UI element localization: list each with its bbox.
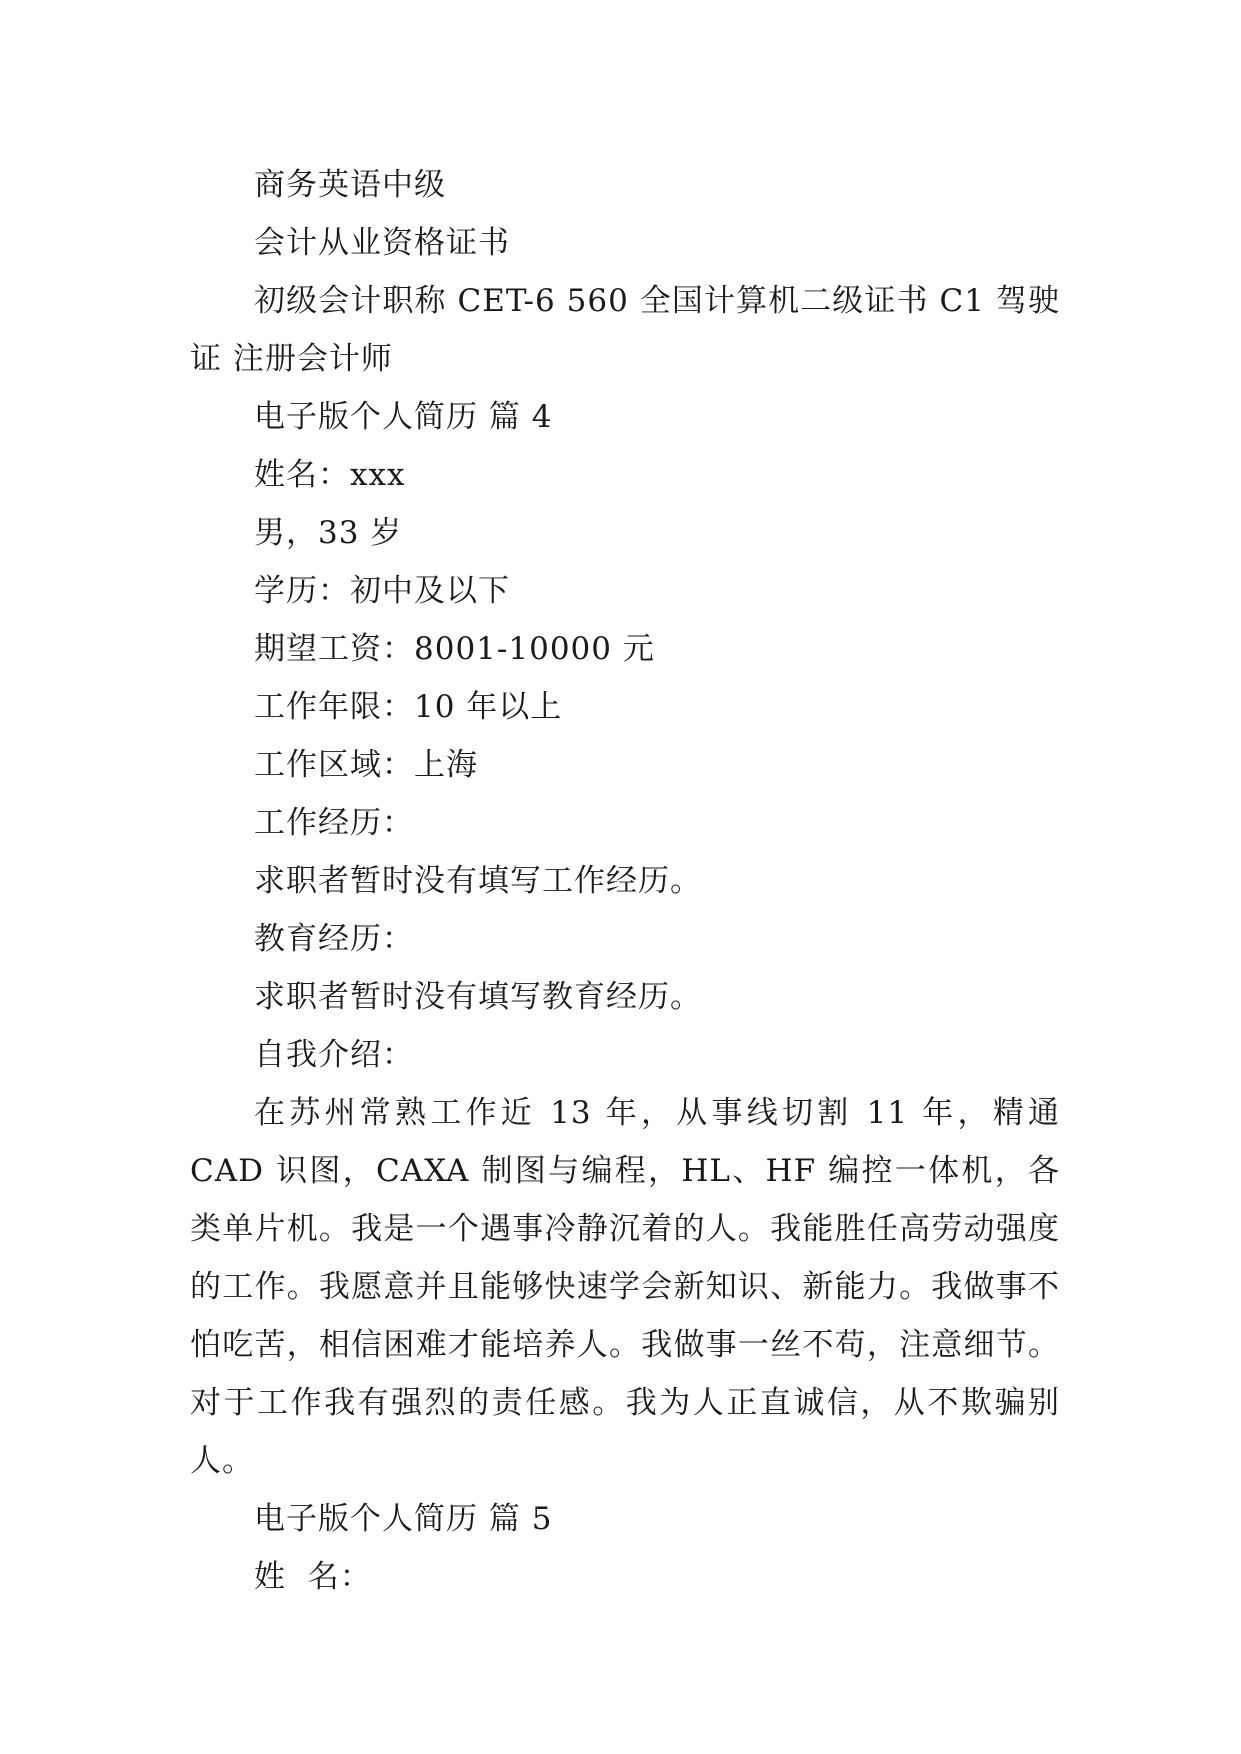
education-experience-value: 求职者暂时没有填写教育经历。 (254, 979, 702, 1015)
work-experience-label: 工作经历： (254, 805, 414, 841)
name-field: 姓 名： (254, 1559, 372, 1595)
document-body (190, 156, 1071, 1606)
certificate-line: 初级会计职称 CET-6 560 全国计算机二级证书 C1 驾驶证 注册会计师 (190, 283, 1060, 377)
certificate-line: 会计从业资格证书 (254, 225, 510, 261)
section-heading: 电子版个人简历 篇 4 (254, 399, 553, 435)
self-introduction-text: 在苏州常熟工作近 13 年，从事线切割 11 年，精通 CAD 识图，CAXA 制图与编程，HL、HF 编控一体机，各类单片机。我是一个遇事冷静沉着的人。我能胜任高劳动强度的工作。我愿意并且能够快速学会新知识、新能力。我做事不怕吃苦，相信困难才能培养人。我做事一丝不苟，注意细节。对于工作我有强烈的责任感。我为人正直诚信，从不欺骗别人。 (190, 1095, 1071, 1479)
education-level-field: 学历：初中及以下 (254, 573, 510, 609)
work-area-field: 工作区域：上海 (254, 747, 478, 783)
education-experience-label: 教育经历： (254, 921, 414, 957)
section-heading: 电子版个人简历 篇 5 (254, 1501, 553, 1537)
gender-age-field: 男，33 岁 (254, 515, 403, 551)
certificate-line: 商务英语中级 (254, 167, 446, 203)
work-experience-value: 求职者暂时没有填写工作经历。 (254, 863, 702, 899)
self-introduction-label: 自我介绍： (254, 1037, 414, 1073)
work-years-field: 工作年限：10 年以上 (254, 689, 563, 725)
expected-salary-field: 期望工资：8001-10000 元 (254, 631, 655, 667)
name-field: 姓名：xxx (254, 457, 406, 493)
